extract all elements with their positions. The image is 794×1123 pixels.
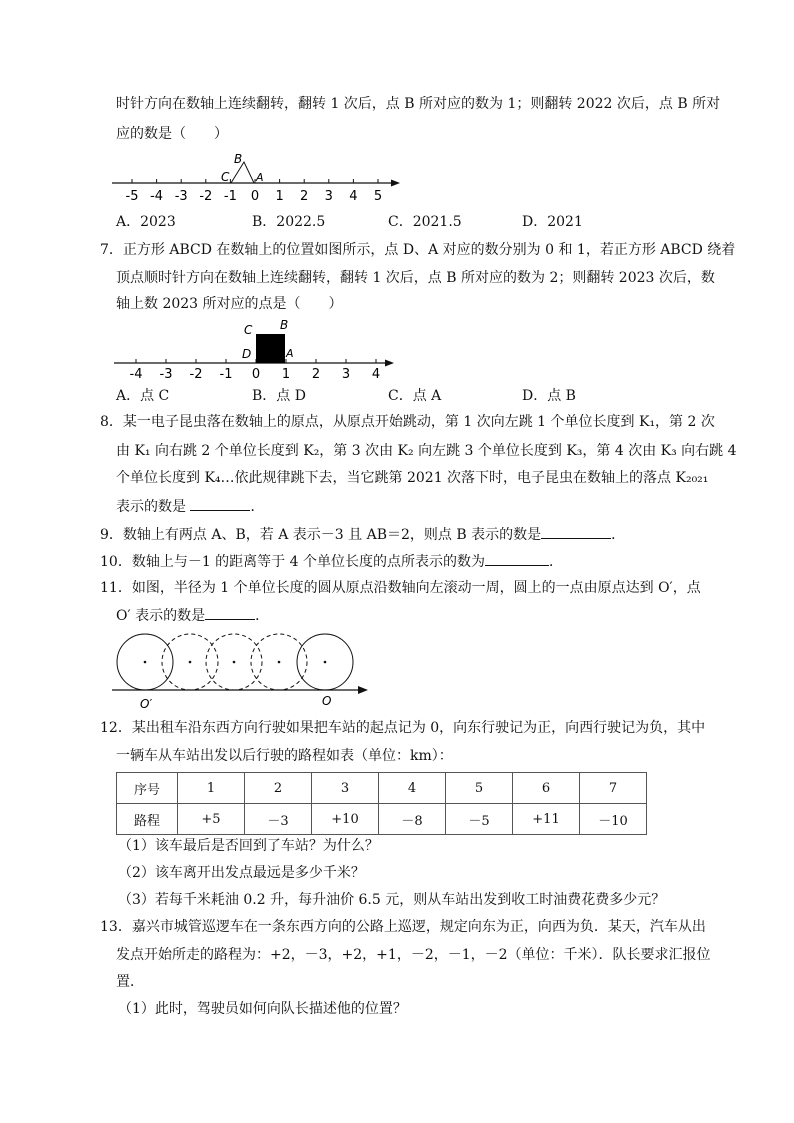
q12-text-line1: 12．某出租车沿东西方向行驶如果把车站的起点记为 0，向东行驶记为正，向西行驶记为负，其中 xyxy=(100,720,706,736)
q7-axis-tick-label: 0 xyxy=(251,367,261,380)
q7-axis-tick-label: 4 xyxy=(371,367,381,380)
q8-text-line1: 8．某一电子昆虫落在数轴上的原点，从原点开始跳动，第 1 次向左跳 1 个单位长度到 K₁，第 2 次 xyxy=(100,414,715,430)
table-cell: －8 xyxy=(379,804,446,835)
q8-text-line3: 个单位长度到 K₄…依此规律跳下去，当它跳第 2021 次落下时，电子昆虫在数轴上的落点 K₂₀₂₁ xyxy=(116,470,709,486)
q6-axis-tick-label: 4 xyxy=(349,189,358,204)
q7-label-a: A xyxy=(286,347,294,360)
q12-sub1: （1）该车最后是否回到了车站？为什么？ xyxy=(118,838,379,854)
q7-label-c: C xyxy=(244,323,253,337)
q7-option-c[interactable]: C．点 A xyxy=(388,388,442,404)
q6-label-b: B xyxy=(234,152,243,166)
q13-sub1: （1）此时，驾驶员如何向队长描述他的位置？ xyxy=(118,1001,407,1017)
q8-text-line4: 表示的数是 ． xyxy=(116,496,264,517)
q10-answer-blank[interactable] xyxy=(485,551,549,566)
q13-number: 13． xyxy=(100,919,132,935)
table-head-cell: 路程 xyxy=(117,804,178,835)
q8-number: 8． xyxy=(100,414,123,430)
q6-options xyxy=(116,211,676,231)
q11-label-o-prime: O′ xyxy=(140,697,153,711)
q11-answer-blank[interactable] xyxy=(205,605,255,620)
q11-label-o: O xyxy=(322,694,332,708)
q7-label-b: B xyxy=(280,318,289,332)
q12-sub3: （3）若每千米耗油 0.2 升，每升油价 6.5 元，则从车站出发到收工时油费花费多少元？ xyxy=(118,892,666,908)
table-cell: 5 xyxy=(446,773,513,804)
q7-axis-tick-label: -3 xyxy=(159,367,173,380)
q9-number: 9． xyxy=(100,527,123,543)
q11-text-line1: 11．如图，半径为 1 个单位长度的圆从原点沿数轴向左滚动一周，圆上的一点由原点达到 O′，点 xyxy=(100,580,701,596)
q12-route-table xyxy=(116,772,647,835)
table-cell: －5 xyxy=(446,804,513,835)
table-cell: 6 xyxy=(513,773,580,804)
q7-square xyxy=(256,334,285,363)
table-cell: －10 xyxy=(580,804,647,835)
q6-axis-tick-label: 1 xyxy=(275,189,284,204)
q6-text-line2: 应的数是（ ） xyxy=(116,126,228,142)
q6-axis-tick-label: 5 xyxy=(373,189,383,204)
q6-axis-tick-label: 0 xyxy=(250,189,260,204)
q6-axis-tick-label: 3 xyxy=(324,189,333,204)
q13-text-line2: 发点开始所走的路程为：+2，－3，+2，+1，－2，－1，－2（单位：千米）．队长要求汇报位 xyxy=(116,947,711,963)
q7-option-d[interactable]: D．点 B xyxy=(522,388,576,404)
q7-text-line1: 7．正方形 ABCD 在数轴上的位置如图所示，点 D、A 对应的数分别为 0 和 1，若正方形 ABCD 绕着 xyxy=(100,242,736,258)
table-cell: +5 xyxy=(178,804,245,835)
q6-label-a: A xyxy=(256,171,264,184)
q7-axis-tick-label: -2 xyxy=(189,367,203,380)
q6-option-a[interactable]: A．2023 xyxy=(116,214,176,230)
table-cell: +10 xyxy=(312,804,379,835)
q6-option-c[interactable]: C．2021.5 xyxy=(388,214,462,230)
q9-text: 9．数轴上有两点 A、B，若 A 表示－3 且 AB＝2，则点 B 表示的数是 ． xyxy=(100,524,625,545)
q11-text-line2: O′ 表示的数是 ． xyxy=(116,605,269,626)
table-cell: 3 xyxy=(312,773,379,804)
q12-number: 12． xyxy=(100,720,132,736)
q8-text-line2: 由 K₁ 向右跳 2 个单位长度到 K₂，第 3 次由 K₂ 向左跳 3 个单位长度到 K₃，第 4 次由 K₃ 向右跳 4 xyxy=(116,443,737,459)
q6-label-c: C xyxy=(221,170,230,184)
q6-option-d[interactable]: D．2021 xyxy=(522,214,583,230)
table-cell: 7 xyxy=(580,773,647,804)
table-cell: 2 xyxy=(245,773,312,804)
table-cell: +11 xyxy=(513,804,580,835)
q7-text-line2: 顶点顺时针方向在数轴上连续翻转，翻转 1 次后，点 B 所对应的数为 2；则翻转 2023 次后，数 xyxy=(116,270,715,286)
table-row xyxy=(117,804,647,835)
q11-number: 11． xyxy=(100,580,132,596)
q7-axis-tick-label: 3 xyxy=(341,367,351,380)
q6-axis-tick-label: -2 xyxy=(199,189,213,204)
q12-text-line2: 一辆车从车站出发以后行驶的路程如表（单位：km）： xyxy=(116,748,453,764)
q6-axis-tick-label: 2 xyxy=(300,189,309,204)
q7-number-line xyxy=(112,316,402,380)
table-cell: 4 xyxy=(379,773,446,804)
q12-sub2: （2）该车离开出发点最远是多少千米？ xyxy=(118,865,365,881)
table-cell: －3 xyxy=(245,804,312,835)
q6-axis-tick-label: -4 xyxy=(150,189,164,204)
q7-axis-tick-label: -1 xyxy=(219,367,233,380)
q7-label-d: D xyxy=(242,347,252,361)
q13-text-line3: 置． xyxy=(116,974,144,990)
q6-text-line1: 时针方向在数轴上连续翻转，翻转 1 次后，点 B 所对应的数为 1；则翻转 2022 次后，点 B 所对 xyxy=(116,96,721,112)
table-row xyxy=(117,773,647,804)
q7-number: 7． xyxy=(100,242,123,258)
q10-number: 10． xyxy=(100,554,132,570)
table-head-cell: 序号 xyxy=(117,773,178,804)
q8-answer-blank[interactable] xyxy=(190,496,250,511)
q7-option-a[interactable]: A．点 C xyxy=(116,388,170,404)
q13-text-line1: 13．嘉兴市城管巡逻车在一条东西方向的公路上巡逻，规定向东为正，向西为负．某天，汽车从出 xyxy=(100,919,706,935)
q7-axis-tick-label: 1 xyxy=(281,367,291,380)
q9-answer-blank[interactable] xyxy=(541,524,611,539)
table-cell: 1 xyxy=(178,773,245,804)
q7-axis-tick-label: -4 xyxy=(129,367,143,380)
q6-axis-tick-label: -5 xyxy=(125,189,139,204)
q7-option-b[interactable]: B．点 D xyxy=(252,388,306,404)
q11-rolling-circle-figure xyxy=(112,630,377,712)
q7-options xyxy=(116,385,676,405)
q7-axis-tick-label: 2 xyxy=(311,367,321,380)
q6-option-b[interactable]: B．2022.5 xyxy=(252,214,326,230)
q6-axis-tick-label: -1 xyxy=(223,189,237,204)
q7-text-line3: 轴上数 2023 所对应的点是（ ） xyxy=(116,296,343,312)
q6-number-line xyxy=(108,150,408,206)
q10-text: 10．数轴上与－1 的距离等于 4 个单位长度的点所表示的数为 ． xyxy=(100,551,563,572)
q6-axis-tick-label: -3 xyxy=(174,189,188,204)
